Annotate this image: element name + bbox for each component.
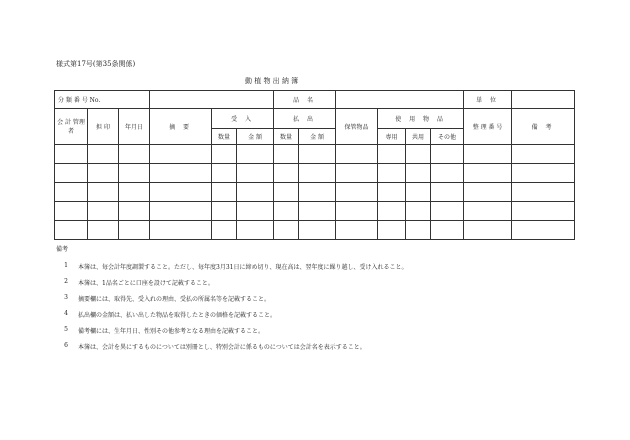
document-title: 動 植 物 出 納 簿 bbox=[245, 77, 299, 85]
table-cell[interactable] bbox=[336, 202, 378, 221]
paid-out-header: 払 出 bbox=[274, 109, 336, 129]
unit-field[interactable] bbox=[512, 91, 575, 109]
amount-out-header: 金 額 bbox=[299, 129, 336, 145]
table-cell[interactable] bbox=[336, 145, 378, 164]
table-cell[interactable] bbox=[431, 183, 464, 202]
table-row bbox=[55, 183, 575, 202]
table-cell[interactable] bbox=[88, 164, 119, 183]
table-cell[interactable] bbox=[512, 183, 575, 202]
table-cell[interactable] bbox=[299, 202, 336, 221]
note-text: 本簿は、会計を異にするものについては別冊とし、特別会計に係るものについては会計名を表示すること。 bbox=[78, 344, 366, 351]
note-text: 本簿は、1品名ごとに口座を設けて記載すること。 bbox=[78, 280, 214, 287]
table-cell[interactable] bbox=[464, 183, 512, 202]
table-cell[interactable] bbox=[274, 183, 299, 202]
table-cell[interactable] bbox=[212, 202, 237, 221]
form-id-label: 様式第17号(第35条関係) bbox=[56, 60, 136, 68]
table-row bbox=[55, 202, 575, 221]
table-cell[interactable] bbox=[299, 183, 336, 202]
table-cell[interactable] bbox=[150, 164, 212, 183]
table-cell[interactable] bbox=[274, 202, 299, 221]
exclusive-header: 専用 bbox=[378, 129, 406, 145]
remarks-header: 備 考 bbox=[512, 109, 575, 145]
table-cell[interactable] bbox=[150, 145, 212, 164]
note-text: 払出欄の金額は、払い出した物品を取得したときの価格を記載すること。 bbox=[78, 312, 277, 319]
table-cell[interactable] bbox=[237, 145, 274, 164]
table-cell[interactable] bbox=[274, 221, 299, 240]
header-row-columns bbox=[55, 109, 575, 129]
table-cell[interactable] bbox=[212, 221, 237, 240]
table-cell[interactable] bbox=[237, 164, 274, 183]
table-cell[interactable] bbox=[512, 202, 575, 221]
table-cell[interactable] bbox=[378, 202, 406, 221]
table-cell[interactable] bbox=[299, 145, 336, 164]
table-cell[interactable] bbox=[55, 164, 88, 183]
received-header: 受 入 bbox=[212, 109, 274, 129]
table-cell[interactable] bbox=[336, 164, 378, 183]
table-cell[interactable] bbox=[299, 164, 336, 183]
table-cell[interactable] bbox=[378, 221, 406, 240]
notes-label: 備考 bbox=[56, 246, 69, 253]
table-cell[interactable] bbox=[299, 221, 336, 240]
table-cell[interactable] bbox=[237, 183, 274, 202]
table-cell[interactable] bbox=[406, 221, 431, 240]
note-number: 1 bbox=[64, 262, 68, 269]
item-name-label: 品 名 bbox=[274, 91, 336, 109]
table-cell[interactable] bbox=[212, 164, 237, 183]
table-cell[interactable] bbox=[431, 145, 464, 164]
ledger-table bbox=[54, 90, 575, 240]
accounting-officer-header: 会 計 管理者 bbox=[55, 109, 88, 145]
shared-header: 共用 bbox=[406, 129, 431, 145]
table-cell[interactable] bbox=[431, 202, 464, 221]
table-cell[interactable] bbox=[336, 183, 378, 202]
table-cell[interactable] bbox=[274, 164, 299, 183]
table-cell[interactable] bbox=[88, 145, 119, 164]
table-cell[interactable] bbox=[212, 145, 237, 164]
note-item bbox=[56, 262, 407, 278]
table-cell[interactable] bbox=[150, 183, 212, 202]
stored-goods-header: 保管物品 bbox=[336, 109, 378, 145]
table-cell[interactable] bbox=[406, 145, 431, 164]
table-cell[interactable] bbox=[212, 183, 237, 202]
note-number: 2 bbox=[64, 278, 68, 285]
table-cell[interactable] bbox=[512, 145, 575, 164]
control-number-header: 整 理 番 号 bbox=[464, 109, 512, 145]
table-cell[interactable] bbox=[464, 145, 512, 164]
table-cell[interactable] bbox=[406, 164, 431, 183]
table-cell[interactable] bbox=[55, 183, 88, 202]
note-item bbox=[56, 294, 407, 310]
table-cell[interactable] bbox=[119, 145, 150, 164]
table-row bbox=[55, 164, 575, 183]
note-item bbox=[56, 342, 407, 358]
table-row bbox=[55, 145, 575, 164]
table-cell[interactable] bbox=[336, 221, 378, 240]
table-cell[interactable] bbox=[512, 164, 575, 183]
stamp-header: 担 印 bbox=[88, 109, 119, 145]
unit-label: 単 位 bbox=[464, 91, 512, 109]
table-cell[interactable] bbox=[378, 183, 406, 202]
table-cell[interactable] bbox=[406, 183, 431, 202]
table-cell[interactable] bbox=[88, 183, 119, 202]
table-cell[interactable] bbox=[88, 202, 119, 221]
table-cell[interactable] bbox=[55, 221, 88, 240]
table-cell[interactable] bbox=[119, 164, 150, 183]
table-cell[interactable] bbox=[464, 221, 512, 240]
amount-in-header: 金 額 bbox=[237, 129, 274, 145]
class-no-field[interactable] bbox=[150, 91, 274, 109]
table-cell[interactable] bbox=[237, 202, 274, 221]
note-item bbox=[56, 310, 407, 326]
date-header: 年月日 bbox=[119, 109, 150, 145]
table-cell[interactable] bbox=[512, 221, 575, 240]
table-cell[interactable] bbox=[431, 164, 464, 183]
item-name-field[interactable] bbox=[336, 91, 464, 109]
summary-header: 摘 要 bbox=[150, 109, 212, 145]
header-row-item-info bbox=[55, 91, 575, 109]
table-cell[interactable] bbox=[150, 202, 212, 221]
notes-section bbox=[56, 244, 407, 358]
note-number: 3 bbox=[64, 294, 68, 301]
note-number: 4 bbox=[64, 310, 68, 317]
qty-in-header: 数量 bbox=[212, 129, 237, 145]
note-text: 摘要欄には、取得先、受入れの理由、受払の所属名等を記載すること。 bbox=[78, 296, 271, 303]
other-header: その他 bbox=[431, 129, 464, 145]
table-row bbox=[55, 221, 575, 240]
note-item bbox=[56, 278, 407, 294]
table-cell[interactable] bbox=[119, 202, 150, 221]
table-cell[interactable] bbox=[431, 221, 464, 240]
table-cell[interactable] bbox=[378, 145, 406, 164]
table-cell[interactable] bbox=[464, 202, 512, 221]
table-cell[interactable] bbox=[119, 183, 150, 202]
note-text: 本簿は、毎会計年度調製すること。ただし、毎年度3月31日に締め切り、現在高は、翌年度に繰り越し、受け入れること。 bbox=[78, 264, 408, 271]
table-cell[interactable] bbox=[55, 145, 88, 164]
note-number: 6 bbox=[64, 342, 68, 349]
table-cell[interactable] bbox=[55, 202, 88, 221]
table-cell[interactable] bbox=[406, 202, 431, 221]
table-cell[interactable] bbox=[237, 221, 274, 240]
table-cell[interactable] bbox=[464, 164, 512, 183]
qty-out-header: 数量 bbox=[274, 129, 299, 145]
note-number: 5 bbox=[64, 326, 68, 333]
class-no-label: 分 類 番 号 No. bbox=[55, 91, 150, 109]
table-cell[interactable] bbox=[88, 221, 119, 240]
table-cell[interactable] bbox=[150, 221, 212, 240]
ledger-body bbox=[55, 145, 575, 240]
table-cell[interactable] bbox=[119, 221, 150, 240]
table-cell[interactable] bbox=[274, 145, 299, 164]
table-cell[interactable] bbox=[378, 164, 406, 183]
note-text: 備考欄には、生年月日、性別その他参考となる理由を記載すること。 bbox=[78, 328, 265, 335]
goods-in-use-header: 使 用 物 品 bbox=[378, 109, 464, 129]
note-item bbox=[56, 326, 407, 342]
